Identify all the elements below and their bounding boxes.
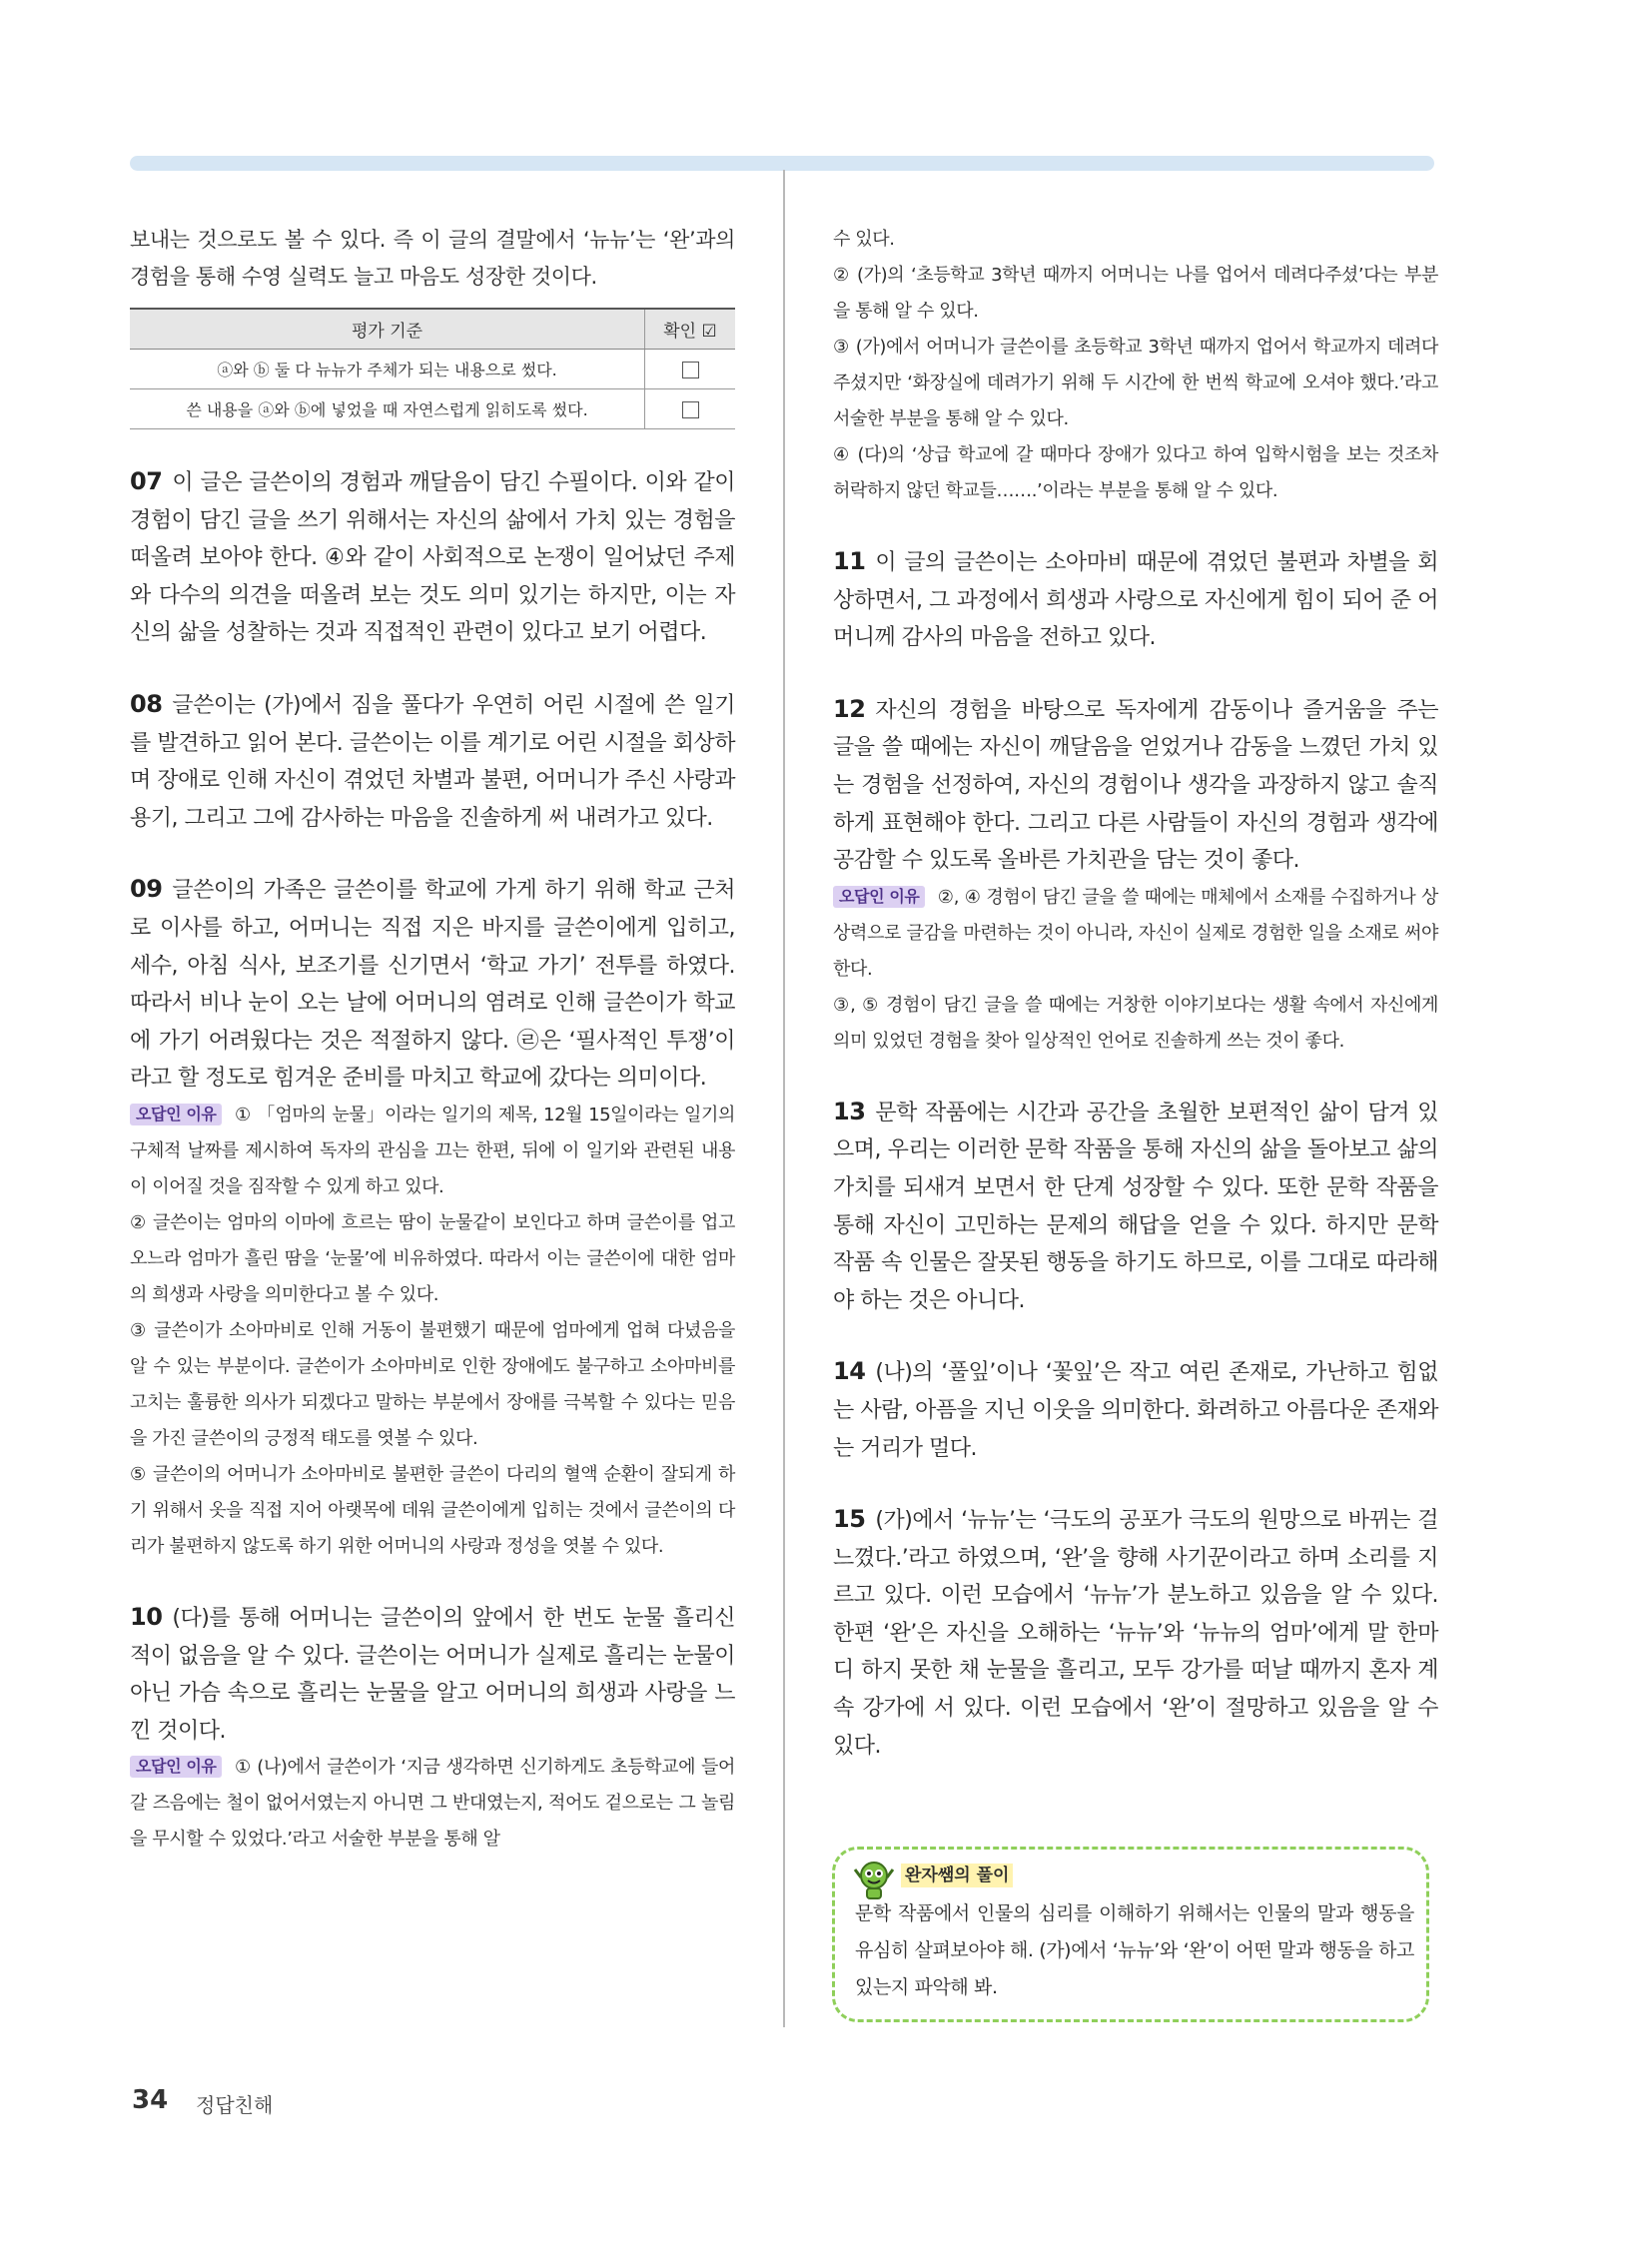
- table-header: 확인 ☑: [645, 309, 736, 350]
- question-text: 문학 작품에는 시간과 공간을 초월한 보편적인 삶이 담겨 있으며, 우리는 이러한 문학 작품을 통해 자신의 삶을 돌아보고 삶의 가치를 되새겨 보면서 한 단계 성장할 수 있다. 또한 문학 작품을 통해 자신이 고민하는 문제의 해답을 얻을 수 있다. 하지만 문학 작품 속 인물은 잘못된 행동을 하기도 하므로, 이를 그대로 따라해야 하는 것은 아니다.: [833, 1100, 1438, 1313]
- tip-title: 완자쌤의 풀이: [901, 1864, 1013, 1887]
- wrong-answer-reason: ④ (다)의 ‘상급 학교에 갈 때마다 장애가 있다고 하여 입학시험을 보는 것조차 허락하지 않던 학교들…….’이라는 부분을 통해 알 수 있다.: [833, 444, 1438, 501]
- question-number: 09: [130, 875, 163, 904]
- column-divider: [783, 170, 785, 2027]
- wrong-answer-reason: ③ (가)에서 어머니가 글쓴이를 초등학교 3학년 때까지 업어서 학교까지 데려다주셨지만 ‘화장실에 데려가기 위해 두 시간에 한 번씩 학교에 오셔야 했다.’라고 서술한 부분을 통해 알 수 있다.: [833, 337, 1438, 429]
- question-number: 14: [833, 1357, 866, 1386]
- question-11: [833, 543, 1438, 657]
- question-text: 이 글은 글쓴이의 경험과 깨달음이 담긴 수필이다. 이와 같이 경험이 담긴 글을 쓰기 위해서는 자신의 삶에서 가치 있는 경험을 떠올려 보아야 한다. ④와 같이 사회적으로 논쟁이 일어났던 주제와 다수의 의견을 떠올려 보는 것도 의미 있기는 하지만, 이는 자신의 삶을 성찰하는 것과 직접적인 관련이 있다고 보기 어렵다.: [130, 470, 735, 646]
- question-14: [833, 1353, 1438, 1467]
- question-text: 글쓴이의 가족은 글쓴이를 학교에 가게 하기 위해 학교 근처로 이사를 하고, 어머니는 직접 지은 바지를 글쓴이에게 입히고, 세수, 아침 식사, 보조기를 신기면서 ‘학교 가기’ 전투를 하였다. 따라서 비나 눈이 오는 날에 어머니의 염려로 인해 글쓴이가 학교에 가기 어려웠다는 것은 적절하지 않다. ㉣은 ‘필사적인 투쟁’이라고 할 정도로 힘겨운 준비를 마치고 학교에 갔다는 의미이다.: [130, 878, 735, 1092]
- table-header-row: [130, 309, 735, 350]
- wrong-answer-tag: 오답인 이유: [130, 1756, 222, 1778]
- question-number: 11: [833, 547, 866, 575]
- table-row: [130, 350, 735, 389]
- question-number: 12: [833, 694, 866, 723]
- wrong-answer-reason: [130, 1750, 735, 1858]
- right-column: [833, 222, 1438, 1765]
- footer-label: 정답친해: [196, 2093, 274, 2117]
- check-box[interactable]: [682, 362, 699, 378]
- tip-text: 문학 작품에서 인물의 심리를 이해하기 위해서는 인물의 말과 행동을 유심히 살펴보아야 해. (가)에서 ‘뉴뉴’와 ‘완’이 어떤 말과 행동을 하고 있는지 파악해 봐.: [855, 1902, 1414, 1998]
- wrong-answer-reason: ⑤ 글쓴이의 어머니가 소아마비로 불편한 글쓴이 다리의 혈액 순환이 잘되게 하기 위해서 옷을 직접 지어 아랫목에 데워 글쓴이에게 입히는 것에서 글쓴이의 다리가 불편하지 않도록 하기 위한 어머니의 사랑과 정성을 엿볼 수 있다.: [130, 1463, 735, 1557]
- question-08: [130, 686, 735, 837]
- question-13: [833, 1094, 1438, 1320]
- evaluation-table: [130, 308, 735, 429]
- question-text: (나)의 ‘풀잎’이나 ‘꽃잎’은 작고 여린 존재로, 가난하고 힘없는 사람, 아픔을 지닌 이웃을 의미한다. 화려하고 아름다운 존재와는 거리가 멀다.: [833, 1360, 1438, 1461]
- question-number: 13: [833, 1097, 866, 1125]
- table-header: 평가 기준: [130, 309, 645, 350]
- continued-text: 보내는 것으로도 볼 수 있다. 즉 이 글의 결말에서 ‘뉴뉴’는 ‘완’과의 경험을 통해 수영 실력도 늘고 마음도 성장한 것이다.: [130, 228, 735, 289]
- wrong-answer-reason: ② 글쓴이는 엄마의 이마에 흐르는 땀이 눈물같이 보인다고 하며 글쓴이를 업고 오느라 엄마가 흘린 땀을 ‘눈물’에 비유하였다. 따라서 이는 글쓴이에 대한 엄마의 희생과 사랑을 의미한다고 볼 수 있다.: [130, 1211, 735, 1305]
- question-text: 글쓴이는 (가)에서 짐을 풀다가 우연히 어린 시절에 쓴 일기를 발견하고 읽어 본다. 글쓴이는 이를 계기로 어린 시절을 회상하며 장애로 인해 자신이 겪었던 차별과 불편, 어머니가 주신 사랑과 용기, 그리고 그에 감사하는 마음을 진솔하게 써 내려가고 있다.: [130, 692, 735, 831]
- continued-text: 수 있다.: [833, 229, 895, 250]
- table-cell: ⓐ와 ⓑ 둘 다 뉴뉴가 주체가 되는 내용으로 썼다.: [130, 350, 645, 389]
- question-12: [833, 691, 1438, 880]
- left-column: [130, 222, 735, 1858]
- wrong-answer-tag: 오답인 이유: [833, 886, 925, 908]
- wrong-answer-reason: [833, 880, 1438, 988]
- header-bar: [130, 156, 1434, 171]
- question-number: 15: [833, 1505, 866, 1534]
- table-cell: 쓴 내용을 ⓐ와 ⓑ에 넣었을 때 자연스럽게 읽히도록 썼다.: [130, 389, 645, 429]
- question-10: [130, 1599, 735, 1750]
- reason-text: ① 「엄마의 눈물」이라는 일기의 제목, 12월 15일이라는 일기의 구체적 날짜를 제시하여 독자의 관심을 끄는 한편, 뒤에 이 일기와 관련된 내용이 이어질 것을 짐작할 수 있게 하고 있다.: [130, 1104, 735, 1197]
- wrong-answer-tag: 오답인 이유: [130, 1104, 222, 1125]
- reason-text: ① (나)에서 글쓴이가 ‘지금 생각하면 신기하게도 초등학교에 들어갈 즈음에는 철이 없어서였는지 아니면 그 반대였는지, 적어도 겉으로는 그 놀림을 무시할 수 있었다.’라고 서술한 부분을 통해 알: [130, 1757, 735, 1851]
- question-text: 이 글의 글쓴이는 소아마비 때문에 겪었던 불편과 차별을 회상하면서, 그 과정에서 희생과 사랑으로 자신에게 힘이 되어 준 어머니께 감사의 마음을 전하고 있다.: [833, 550, 1438, 651]
- checkbox-cell: [645, 389, 736, 429]
- wrong-answer-reason: [130, 1098, 735, 1205]
- question-text: 자신의 경험을 바탕으로 독자에게 감동이나 즐거움을 주는 글을 쓸 때에는 자신이 깨달음을 얻었거나 감동을 느꼈던 가치 있는 경험을 선정하여, 자신의 경험이나 생각을 과장하지 않고 솔직하게 표현해야 한다. 그리고 다른 사람들이 자신의 경험과 생각에 공감할 수 있도록 올바른 가치관을 담는 것이 좋다.: [833, 697, 1438, 874]
- question-number: 08: [130, 689, 163, 718]
- table-row: [130, 389, 735, 429]
- question-text: (다)를 통해 어머니는 글쓴이의 앞에서 한 번도 눈물 흘리신 적이 없음을 알 수 있다. 글쓴이는 어머니가 실제로 흘리는 눈물이 아닌 가슴 속으로 흘리는 눈물을 알고 어머니의 희생과 사랑을 느낀 것이다.: [130, 1605, 735, 1744]
- check-box[interactable]: [682, 401, 699, 418]
- reason-text: ②, ④ 경험이 담긴 글을 쓸 때에는 매체에서 소재를 수집하거나 상상력으로 글감을 마련하는 것이 아니라, 자신이 실제로 경험한 일을 소재로 써야 한다.: [833, 886, 1438, 980]
- checkbox-cell: [645, 350, 736, 389]
- question-09: [130, 871, 735, 1098]
- question-07: [130, 463, 735, 652]
- question-number: 07: [130, 467, 163, 495]
- wrong-answer-reason: ③ 글쓴이가 소아마비로 인해 거동이 불편했기 때문에 엄마에게 업혀 다녔음을 알 수 있는 부분이다. 글쓴이가 소아마비로 인한 장애에도 불구하고 소아마비를 고치는 훌륭한 의사가 되겠다고 말하는 부분에서 장애를 극복할 수 있다는 믿음을 가진 글쓴이의 긍정적 태도를 엿볼 수 있다.: [130, 1319, 735, 1449]
- wrong-answer-reason: ② (가)의 ‘초등학교 3학년 때까지 어머니는 나를 업어서 데려다주셨’다는 부분을 통해 알 수 있다.: [833, 265, 1438, 322]
- question-15: [833, 1501, 1438, 1765]
- wrong-answer-reason: ③, ⑤ 경험이 담긴 글을 쓸 때에는 거창한 이야기보다는 생활 속에서 자신에게 의미 있었던 경험을 찾아 일상적인 언어로 진솔하게 쓰는 것이 좋다.: [833, 994, 1438, 1052]
- question-text: (가)에서 ‘뉴뉴’는 ‘극도의 공포가 극도의 원망으로 바뀌는 걸 느꼈다.’라고 하였으며, ‘완’을 향해 사기꾼이라고 하며 소리를 지르고 있다. 이런 모습에서 ‘뉴뉴’가 분노하고 있음을 알 수 있다. 한편 ‘완’은 자신을 오해하는 ‘뉴뉴’와 ‘뉴뉴의 엄마’에게 말 한마디 하지 못한 채 눈물을 흘리고, 모두 강가를 떠날 때까지 혼자 계속 강가에 서 있다. 이런 모습에서 ‘완’이 절망하고 있음을 알 수 있다.: [833, 1508, 1438, 1759]
- page-number: 34: [132, 2085, 169, 2115]
- teacher-tip-box: [832, 1847, 1429, 2022]
- question-number: 10: [130, 1602, 163, 1631]
